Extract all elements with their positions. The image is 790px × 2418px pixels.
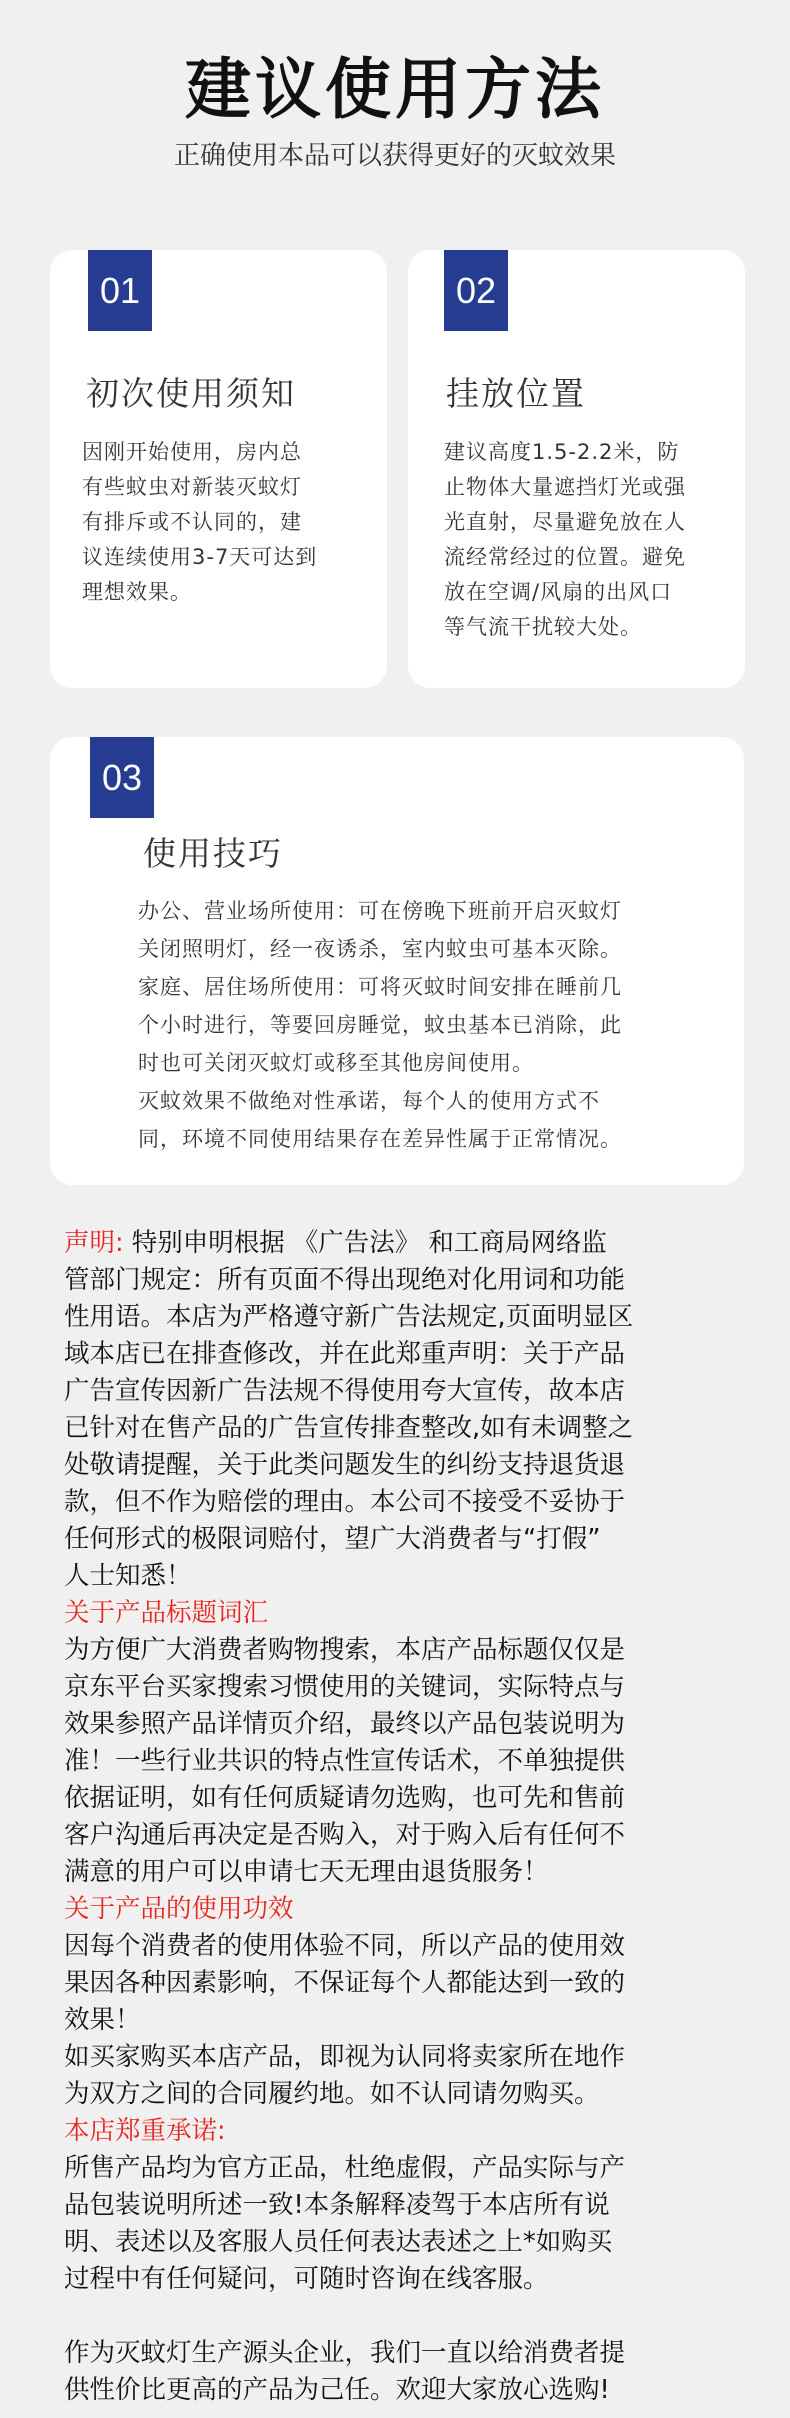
notice-line: 款，但不作为赔偿的理由。本公司不接受不妥协于 <box>64 1487 626 1517</box>
card-body <box>82 435 357 610</box>
notice-line: 过程中有任何疑问，可随时咨询在线客服。 <box>64 2264 549 2294</box>
notice-line: 已针对在售产品的广告宣传排查整改,如有未调整之 <box>64 1413 634 1443</box>
card-number-badge: 01 <box>88 250 152 331</box>
notice-line: 客户沟通后再决定是否购入，对于购入后有任何不 <box>64 1820 626 1850</box>
notice-line: 为双方之间的合同履约地。如不认同请勿购买。 <box>64 2079 600 2109</box>
card-text-line: 放在空调/风扇的出风口 <box>444 580 673 604</box>
notice-line: 满意的用户可以申请七天无理由退货服务！ <box>64 1857 549 1887</box>
notice-line: 效果！ <box>64 2005 141 2035</box>
notice-line: 广告宣传因新广告法规不得使用夸大宣传，故本店 <box>64 1376 626 1406</box>
notice-line <box>64 1225 736 1262</box>
card-title: 使用技巧 <box>143 834 283 873</box>
notice-line: 供性价比更高的产品为己任。欢迎大家放心选购! <box>64 2375 610 2405</box>
card-usage-tips <box>50 737 744 1185</box>
notice-line: 所售产品均为官方正品，杜绝虚假，产品实际与产 <box>64 2153 626 2183</box>
notice-line: 处敬请提醒，关于此类问题发生的纠纷支持退货退 <box>64 1450 626 1480</box>
notice-line: 作为灭蚊灯生产源头企业，我们一直以给消费者提 <box>64 2338 626 2368</box>
section-heading: 关于产品的使用功效 <box>64 1894 294 1924</box>
card-text-line: 家庭、居住场所使用：可将灭蚊时间安排在睡前几 <box>138 975 622 999</box>
notice-line: 因每个消费者的使用体验不同，所以产品的使用效 <box>64 1931 626 1961</box>
card-text-line: 议连续使用3-7天可达到 <box>82 545 318 569</box>
section-heading: 本店郑重承诺: <box>64 2116 226 2146</box>
declaration-label: 声明: <box>64 1228 124 1258</box>
card-text-line: 光直射，尽量避免放在人 <box>444 510 686 534</box>
card-title: 挂放位置 <box>446 374 586 413</box>
legal-notice <box>64 1225 736 2409</box>
card-text-line: 因刚开始使用，房内总 <box>82 440 302 464</box>
card-text-line: 理想效果。 <box>82 580 192 604</box>
card-text-line: 办公、营业场所使用：可在傍晚下班前开启灭蚊灯 <box>138 899 622 923</box>
notice-line: 准！一些行业共识的特点性宣传话术，不单独提供 <box>64 1746 626 1776</box>
notice-line: 人士知悉！ <box>64 1561 192 1591</box>
card-text-line: 关闭照明灯，经一夜诱杀，室内蚊虫可基本灭除。 <box>138 937 622 961</box>
section-heading: 关于产品标题词汇 <box>64 1598 269 1628</box>
card-text-line: 同，环境不同使用结果存在差异性属于正常情况。 <box>138 1127 622 1151</box>
card-text-line: 流经常经过的位置。避免 <box>444 545 686 569</box>
page-title: 建议使用方法 <box>185 51 605 128</box>
notice-line: 明、表述以及客服人员任何表达表述之上*如购买 <box>64 2227 613 2257</box>
notice-line: 域本店已在排查修改，并在此郑重声明：关于产品 <box>64 1339 626 1369</box>
card-text-line: 有些蚊虫对新装灭蚊灯 <box>82 475 302 499</box>
card-text-line: 等气流干扰较大处。 <box>444 615 642 639</box>
page-subtitle: 正确使用本品可以获得更好的灭蚊效果 <box>173 141 616 171</box>
card-text-line: 建议高度1.5-2.2米，防 <box>444 440 680 464</box>
card-first-use <box>50 250 387 688</box>
card-text-line: 灭蚊效果不做绝对性承诺，每个人的使用方式不 <box>138 1089 600 1113</box>
card-title: 初次使用须知 <box>86 374 296 413</box>
card-number-badge: 02 <box>444 250 508 331</box>
notice-text: 特别申明根据 《广告法》 和工商局网络监 <box>131 1228 607 1258</box>
card-body <box>444 435 719 645</box>
notice-line: 性用语。本店为严格遵守新广告法规定,页面明显区 <box>64 1302 634 1332</box>
card-text-line: 时也可关闭灭蚊灯或移至其他房间使用。 <box>138 1051 534 1075</box>
notice-line: 依据证明，如有任何质疑请勿选购，也可先和售前 <box>64 1783 626 1813</box>
card-text-line: 个小时进行，等要回房睡觉，蚊虫基本已消除，此 <box>138 1013 622 1037</box>
card-body <box>138 892 728 1158</box>
card-text-line: 有排斥或不认同的，建 <box>82 510 302 534</box>
card-text-line: 止物体大量遮挡灯光或强 <box>444 475 686 499</box>
card-placement <box>408 250 745 688</box>
notice-line: 效果参照产品详情页介绍，最终以产品包装说明为 <box>64 1709 626 1739</box>
notice-line: 管部门规定：所有页面不得出现绝对化用词和功能 <box>64 1265 626 1295</box>
notice-line: 果因各种因素影响，不保证每个人都能达到一致的 <box>64 1968 626 1998</box>
notice-line: 如买家购买本店产品，即视为认同将卖家所在地作 <box>64 2042 626 2072</box>
notice-line: 京东平台买家搜索习惯使用的关键词，实际特点与 <box>64 1672 626 1702</box>
notice-line: 为方便广大消费者购物搜索，本店产品标题仅仅是 <box>64 1635 626 1665</box>
notice-line: 任何形式的极限词赔付，望广大消费者与“打假” <box>64 1524 601 1554</box>
card-number-badge: 03 <box>90 737 154 818</box>
notice-line: 品包装说明所述一致!本条解释凌驾于本店所有说 <box>64 2190 610 2220</box>
spacer <box>64 2298 736 2335</box>
